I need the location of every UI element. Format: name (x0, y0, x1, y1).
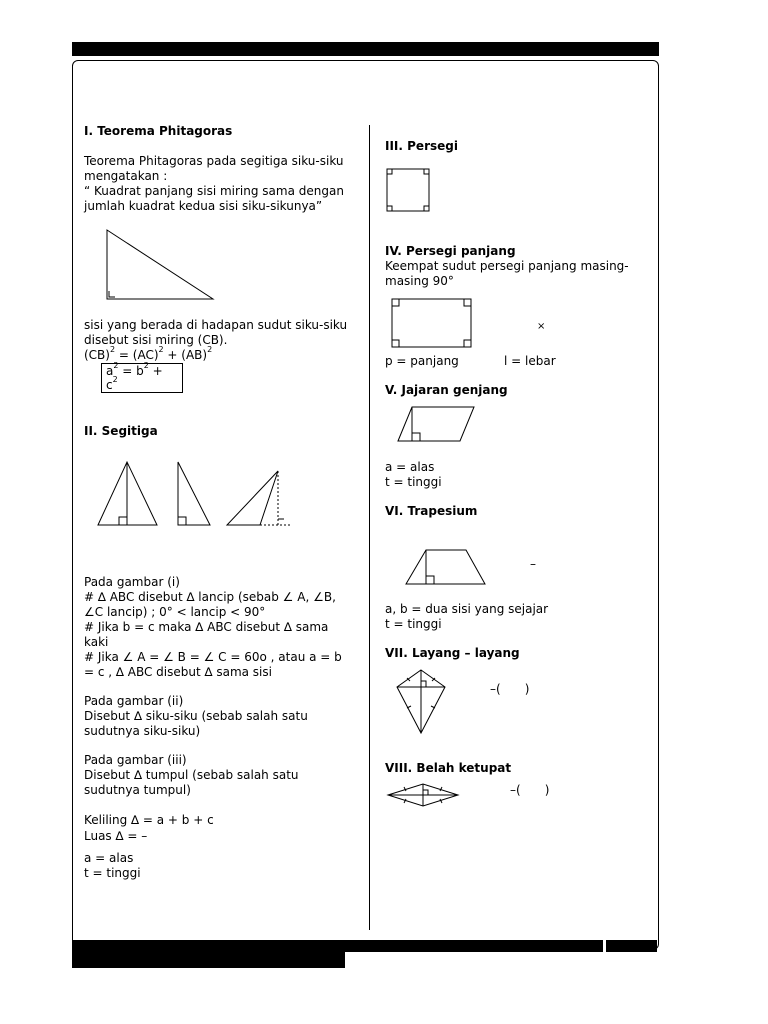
right-triangle-figure (100, 225, 220, 305)
paragraph-line: Disebut ∆ tumpul (sebab salah satu (84, 768, 299, 782)
rhombus-figure (386, 782, 460, 808)
formula-box-line2: $c^2$ (106, 375, 118, 392)
column-divider (369, 125, 370, 930)
bottom-black-bar-right (606, 940, 648, 952)
kite-formula: –( ) (490, 682, 530, 696)
kite-figure (393, 668, 449, 736)
paragraph-line: kaki (84, 635, 109, 649)
formula-box-line1: $a^2 = b^2$ + (106, 361, 163, 378)
paragraph-line: # ∆ ABC disebut ∆ lancip (sebab ∠ A, ∠B, (84, 590, 336, 604)
paragraph-line: mengatakan : (84, 169, 168, 183)
section-title-persegi: III. Persegi (385, 139, 458, 153)
bottom-black-bar-lower (72, 952, 345, 968)
paragraph-line: a = alas (385, 460, 435, 474)
triangle-types-figure (94, 458, 294, 530)
paragraph-line: Pada gambar (i) (84, 575, 180, 589)
bottom-bar-gap (603, 940, 606, 952)
parallelogram-figure (394, 405, 478, 443)
paragraph-line: jumlah kuadrat kedua sisi siku-sikunya” (84, 199, 323, 213)
keliling-formula: Keliling ∆ = a + b + c (84, 813, 214, 827)
bottom-black-bar (72, 940, 657, 952)
paragraph-line: Disebut ∆ siku-siku (sebab salah satu (84, 709, 308, 723)
paragraph-line: Pada gambar (ii) (84, 694, 184, 708)
paragraph-line: t = tinggi (385, 475, 442, 489)
section-title-persegi-panjang: IV. Persegi panjang (385, 244, 516, 258)
luas-formula: Luas ∆ = – (84, 829, 148, 843)
paragraph-line: disebut sisi miring (CB). (84, 333, 228, 347)
paragraph-line: t = tinggi (385, 617, 442, 631)
paragraph-line: masing 90° (385, 274, 454, 288)
trapezoid-figure (403, 547, 487, 587)
section-title-pythagoras: I. Teorema Phitagoras (84, 124, 233, 138)
section-title-trapesium: VI. Trapesium (385, 504, 478, 518)
pythagoras-formula: (CB)$^2$ = (AC)$^2$ + (AB)$^2$ (84, 345, 213, 362)
section-title-jajaran-genjang: V. Jajaran genjang (385, 383, 508, 397)
section-title-segitiga: II. Segitiga (84, 424, 158, 438)
rectangle-figure (390, 297, 474, 349)
section-title-belah-ketupat: VIII. Belah ketupat (385, 761, 512, 775)
paragraph-line: a = alas (84, 851, 134, 865)
paragraph-line: # Jika ∠ A = ∠ B = ∠ C = 60o , atau a = b (84, 650, 342, 664)
section-title-layang-layang: VII. Layang – layang (385, 646, 520, 660)
paragraph-line: # Jika b = c maka ∆ ABC disebut ∆ sama (84, 620, 329, 634)
paragraph-line: l = lebar (504, 354, 556, 368)
paragraph-line: ∠C lancip) ; 0° < lancip < 90° (84, 605, 266, 619)
trapezoid-formula: – (530, 557, 536, 571)
paragraph-line: Teorema Phitagoras pada segitiga siku-siku (84, 154, 344, 168)
paragraph-line: Pada gambar (iii) (84, 753, 187, 767)
paragraph-line: sudutnya siku-siku) (84, 724, 201, 738)
times-symbol: × (537, 321, 546, 332)
paragraph-line: “ Kuadrat panjang sisi miring sama dengan (84, 184, 344, 198)
paragraph-line: Keempat sudut persegi panjang masing- (385, 259, 629, 273)
top-black-bar (72, 42, 659, 56)
rhombus-formula: –( ) (510, 783, 550, 797)
paragraph-line: t = tinggi (84, 866, 141, 880)
paragraph-line: sudutnya tumpul) (84, 783, 191, 797)
paragraph-line: p = panjang (385, 354, 459, 368)
paragraph-line: a, b = dua sisi yang sejajar (385, 602, 549, 616)
paragraph-line: sisi yang berada di hadapan sudut siku-siku (84, 318, 348, 332)
square-figure (385, 167, 431, 213)
paragraph-line: = c , ∆ ABC disebut ∆ sama sisi (84, 665, 272, 679)
